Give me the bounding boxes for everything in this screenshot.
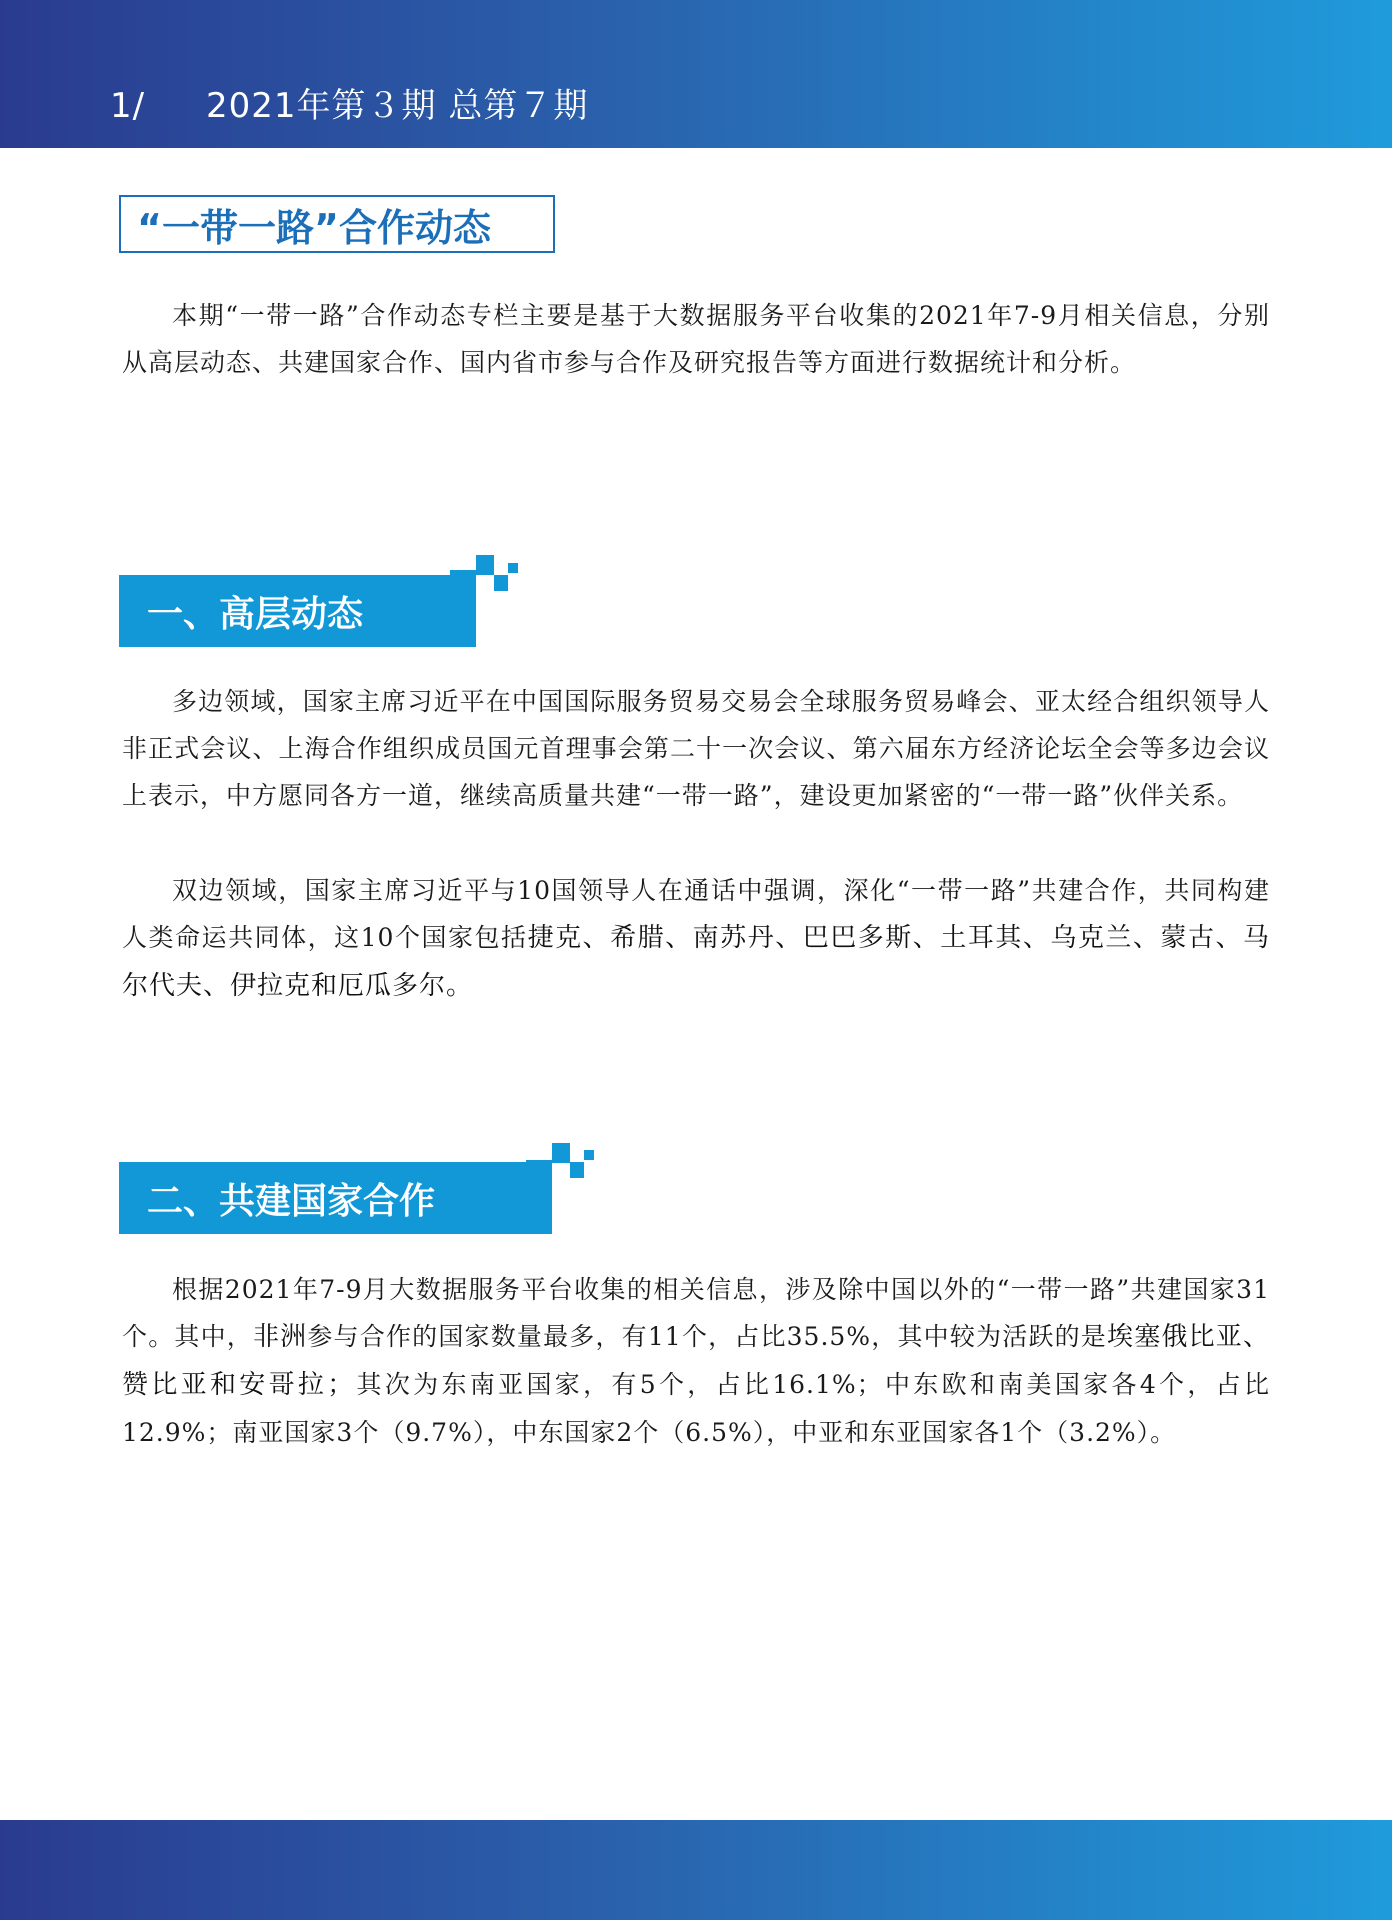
section2-active-countries: 埃塞俄比亚、赞比亚和安哥拉； <box>122 1322 1270 1400</box>
section2-heading: 二、共建国家合作 <box>119 1162 552 1234</box>
section2-africa: 非洲 <box>252 1322 308 1352</box>
column-title: “一带一路”合作动态 <box>119 195 555 253</box>
section1-paragraph-1: 多边领域，国家主席习近平在中国国际服务贸易交易会全球服务贸易峰会、亚太经合组织领导人非正式会议、上海合作组织成员国元首理事会第二十一次会议、第六届东方经济论坛全会等多边会议上表示，中方愿同各方一道，继续高质量共建“一带一路”，建设更加紧密的“一带一路”伙伴关系。 <box>122 687 1270 810</box>
issue-line <box>110 78 588 127</box>
section2-text-c: 参与合作的国家数量最多，有11个，占比35.5%，其中较为活跃的是 <box>307 1322 1107 1351</box>
intro-paragraph: 本期“一带一路”合作动态专栏主要是基于大数据服务平台收集的2021年7-9月相关信息，分别从高层动态、共建国家合作、国内省市参与合作及研究报告等方面进行数据统计和分析。 <box>122 301 1270 377</box>
header-band <box>0 0 1392 148</box>
section2-text-a: 根据2021年7-9月大数据服务平台收集的相关信息，涉及除中国以外的“一带一路”共建国家31个。其中， <box>122 1275 1270 1351</box>
footer-band <box>0 1820 1392 1920</box>
page-number: 1/ <box>110 86 146 126</box>
section1-heading: 一、高层动态 <box>119 575 476 647</box>
section1-countries: 捷克、希腊、南苏丹、巴巴多斯、土耳其、乌克兰、蒙古、马尔代夫、伊拉克和厄瓜多尔。 <box>122 923 1270 1001</box>
section2-paragraph <box>122 1266 1270 1456</box>
section2-text-e: 其次为东南亚国家，有5个，占比16.1%；中东欧和南美国家各4个，占比12.9%；南亚国家3个（9.7%），中东国家2个（6.5%），中亚和东亚国家各1个（3.2%）。 <box>122 1370 1270 1447</box>
section1-paragraph-2 <box>122 867 1270 1010</box>
section1-para2-lead: 双边领域，国家主席习近平与10国领导人在通话中强调，深化“一带一路”共建合作，共同构建人类命运共同体，这10个国家包括 <box>122 876 1270 952</box>
issue-label: 2021年第３期 总第７期 <box>206 86 589 126</box>
